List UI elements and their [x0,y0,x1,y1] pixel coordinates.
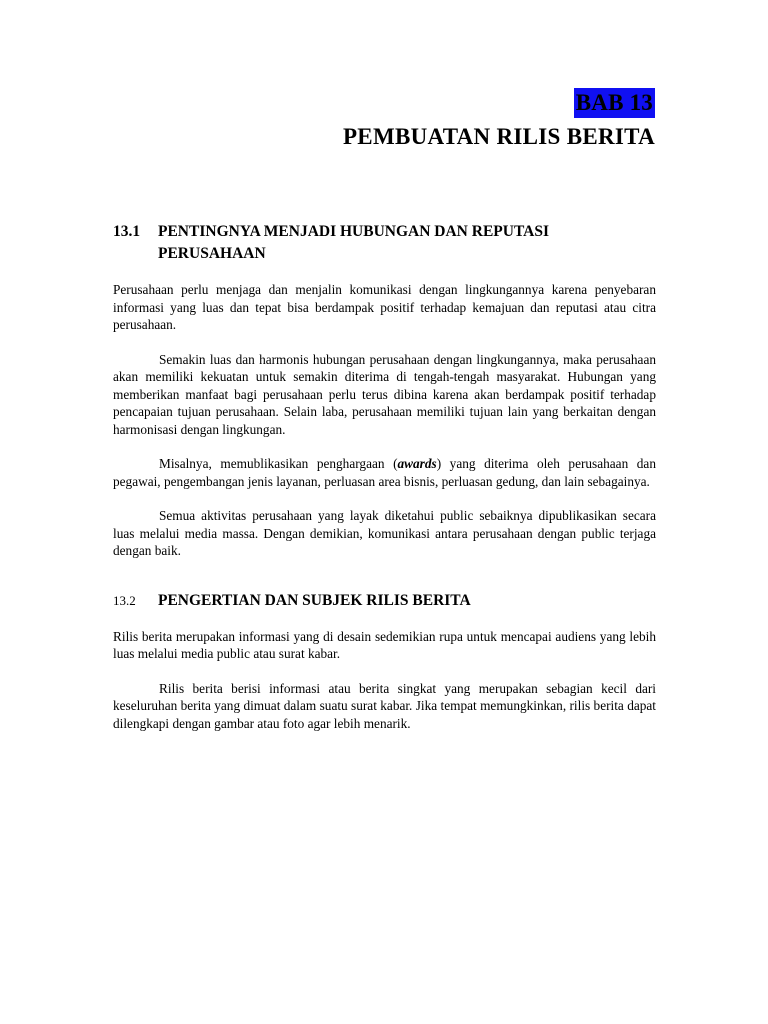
document-body [113,221,656,732]
section-heading-1 [113,221,656,265]
paragraph: Perusahaan perlu menjaga dan menjalin komunikasi dengan lingkungannya karena penyebaran informasi yang luas dan tepat bisa berdampak positif terhadap kemajuan dan reputasi atau citra perusahaan. [113,282,656,332]
section-number: 13.1 [113,223,141,240]
paragraph-text: Misalnya, memublikasikan penghargaan ( [159,456,398,471]
chapter-badge: BAB 13 [574,88,655,118]
paragraph: Semua aktivitas perusahaan yang layak diketahui public sebaiknya dipublikasikan secara luas melalui media massa. Dengan demikian, komunikasi antara perusahaan dengan public terjaga dengan baik. [113,508,656,558]
paragraph: Rilis berita merupakan informasi yang di desain sedemikian rupa untuk mencapai audiens yang lebih luas melalui media public atau surat kabar. [113,628,656,661]
paragraph-text: ) yang diterima oleh perusahaan dan pegawai, pengembangan jenis layanan, perluasan area bisnis, perluasan gedung, dan lain sebagainya. [113,456,656,489]
chapter-title: PEMBUATAN RILIS BERITA [342,124,655,149]
section-title: PENGERTIAN DAN SUBJEK RILIS BERITA [158,591,471,609]
paragraph-emphasis: awards [397,456,437,471]
section-heading-2 [113,590,656,612]
chapter-header [343,88,655,152]
section-number: 13.2 [113,592,136,608]
paragraph: Semakin luas dan harmonis hubungan perusahaan dengan lingkungannya, maka perusahaan akan memiliki kekuatan untuk semakin diterima di tengah-tengah masyarakat. Hubungan yang memberikan manfaat bagi perusahaan perlu terus dibina karena akan berdampak positif terhadap pencapaian tujuan perusahaan. Selain laba, perusahaan memiliki tujuan lain yang berkaitan dengan harmonisasi dengan lingkungan. [113,351,656,437]
section-title: PENTINGNYA MENJADI HUBUNGAN DAN REPUTASI PERUSAHAAN [158,223,549,262]
paragraph: Rilis berita berisi informasi atau berita singkat yang merupakan sebagian kecil dari keseluruhan berita yang dimuat dalam suatu surat kabar. Jika tempat memungkinkan, rilis berita dapat dilengkapi dengan gambar atau foto agar lebih menarik. [113,680,656,731]
paragraph [113,455,656,490]
